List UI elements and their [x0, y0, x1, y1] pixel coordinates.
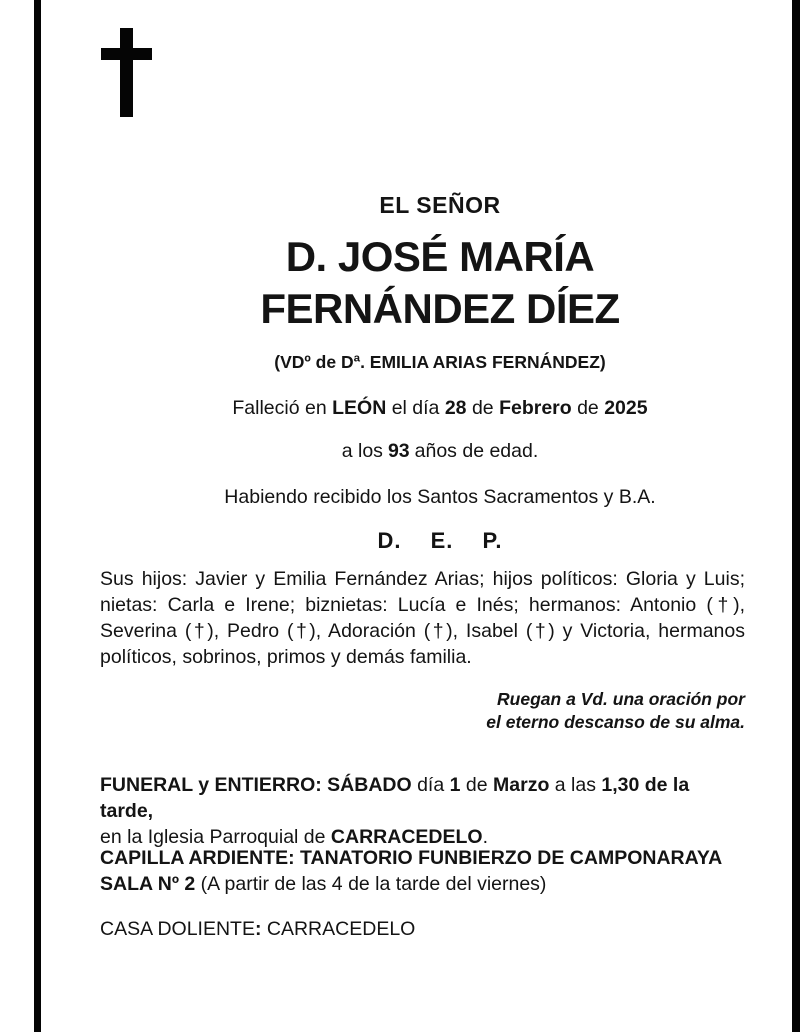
funeral-day: 1 [449, 774, 461, 796]
death-year: 2025 [604, 397, 648, 419]
funeral-info [100, 772, 745, 850]
prayer-line2: el eterno descanso de su alma. [486, 712, 745, 732]
family-paragraph: Sus hijos: Javier y Emilia Fernández Arias; hijos políticos: Gloria y Luis; nietas: Carla e Irene; biznietas: Lucía e Inés; hermanos: Antonio (†), Severina (†), Pedro (†), Adoración (†), Isabel (†) y Victoria, hermanos políticos, sobrinos, primos y demás familia. [100, 568, 745, 668]
cross-horizontal-bar [101, 48, 152, 60]
age-line [100, 440, 780, 463]
mourning-home-line [100, 918, 745, 941]
age-value: 93 [387, 440, 410, 462]
funeral-line1 [100, 772, 745, 824]
wake-room: SALA Nº 2 [100, 873, 196, 895]
deceased-name [100, 231, 780, 335]
funeral-text: . [482, 826, 488, 848]
sacraments-line: Habiendo recibido los Santos Sacramentos y B.A. [224, 486, 656, 508]
right-frame-rule [792, 0, 800, 1032]
funeral-time: 1,30 de la tarde, [100, 774, 690, 822]
age-text: años de edad. [414, 440, 539, 462]
wake-info [100, 845, 745, 897]
death-text: de [466, 397, 500, 419]
death-month: Febrero [499, 397, 572, 419]
wake-line2 [100, 871, 745, 897]
cross-icon [101, 28, 152, 117]
mourning-home-colon: : [254, 918, 262, 940]
funeral-text: en la Iglesia Parroquial de [100, 826, 331, 848]
wake-schedule: (A partir de las 4 de la tarde del viernes) [195, 873, 547, 895]
death-line [100, 397, 780, 420]
funeral-heading: FUNERAL y ENTIERRO: SÁBADO [100, 774, 412, 796]
wake-line1: CAPILLA ARDIENTE: TANATORIO FUNBIERZO DE CAMPONARAYA [100, 847, 723, 869]
death-day: 28 [444, 397, 467, 419]
death-text: el día [386, 397, 445, 419]
mourning-home-value: CARRACEDELO [261, 918, 416, 940]
prayer-lines [100, 688, 745, 734]
funeral-text: a las [549, 774, 602, 796]
funeral-text: de [460, 774, 494, 796]
death-text: de [571, 397, 605, 419]
funeral-month: Marzo [493, 774, 550, 796]
left-frame-rule [34, 0, 41, 1032]
age-text: a los [341, 440, 383, 462]
deceased-name-line2: FERNÁNDEZ DÍEZ [260, 285, 620, 332]
death-place: LEÓN [332, 397, 387, 419]
mourning-home-label: CASA DOLIENTE [100, 918, 255, 940]
deceased-name-line1: D. JOSÉ MARÍA [285, 233, 595, 280]
death-text: Falleció en [232, 397, 333, 419]
funeral-church-town: CARRACEDELO [330, 826, 483, 848]
dep-line: D. E. P. [377, 528, 503, 553]
funeral-text: día [411, 774, 450, 796]
cross-vertical-bar [120, 28, 133, 117]
prayer-line1: Ruegan a Vd. una oración por [497, 689, 745, 709]
widower-line: (VDº de Dª. EMILIA ARIAS FERNÁNDEZ) [274, 352, 606, 372]
honorific: EL SEÑOR [379, 192, 501, 218]
